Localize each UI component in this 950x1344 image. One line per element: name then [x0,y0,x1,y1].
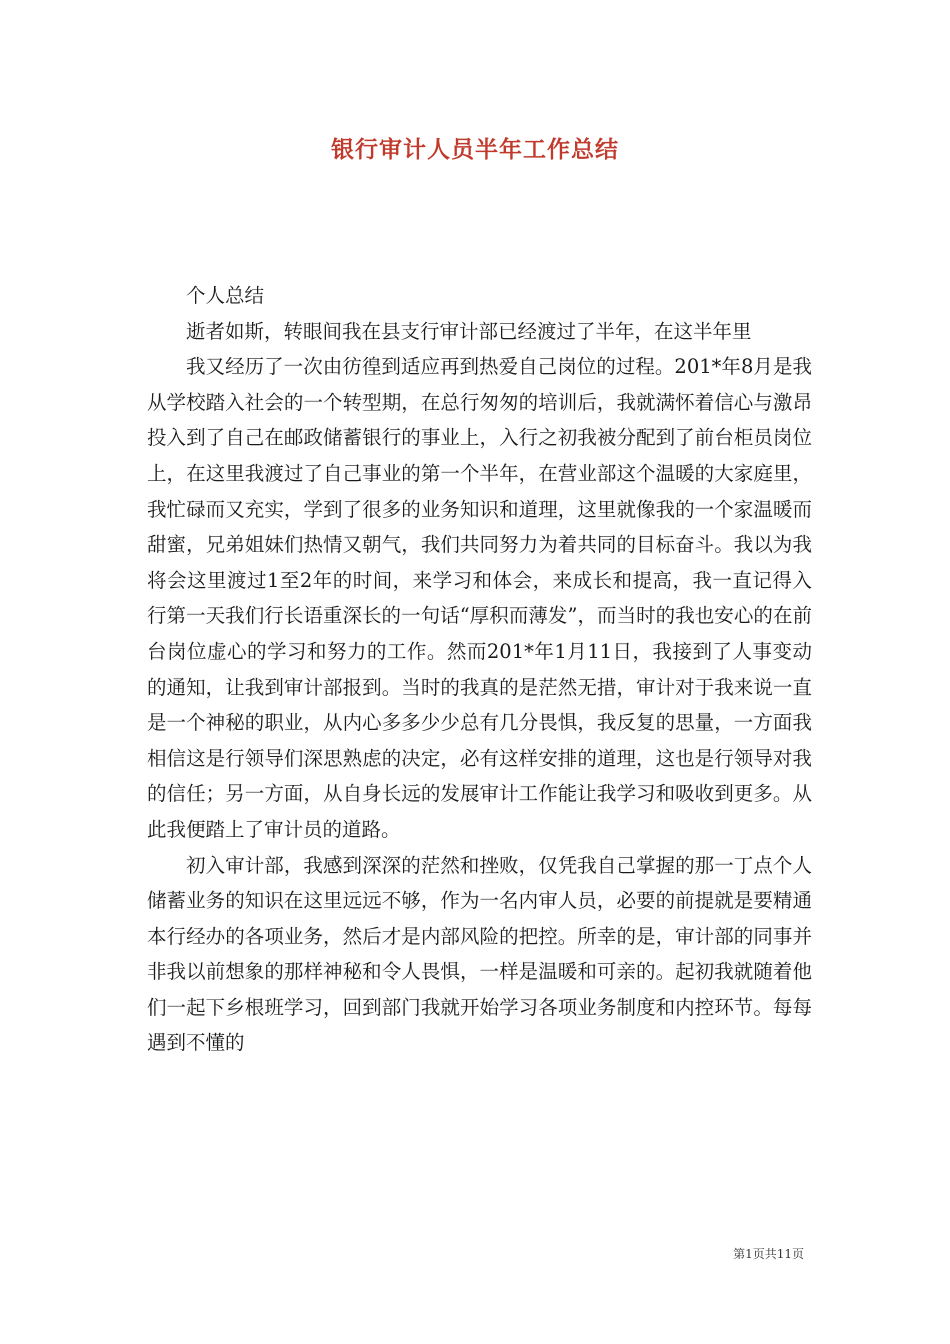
document-body [147,278,812,1061]
paragraph: 逝者如斯，转眼间我在县支行审计部已经渡过了半年，在这半年里 [186,319,752,343]
document-title: 银行审计人员半年工作总结 [331,136,619,163]
page-number: 第1页共11页 [733,1247,804,1261]
paragraph: 我又经历了一次由彷徨到适应再到热爱自己岗位的过程。201*年8月是我从学校踏入社会的一个转型期，在总行匆匆的培训后，我就满怀着信心与激昂投入到了自己在邮政储蓄银行的事业上，入行之初我被分配到了前台柜员岗位上，在这里我渡过了自己事业的第一个半年，在营业部这个温暖的大家庭里，我忙碌而又充实，学到了很多的业务知识和道理，这里就像我的一个家温暖而甜蜜，兄弟姐妹们热情又朝气，我们共同努力为着共同的目标奋斗。我以为我将会这里渡过1至2年的时间，来学习和体会，来成长和提高，我一直记得入行第一天我们行长语重深长的一句话“厚积而薄发”，而当时的我也安心的在前台岗位虚心的学习和努力的工作。然而201*年1月11日，我接到了人事变动的通知，让我到审计部报到。当时的我真的是茫然无措，审计对于我来说一直是一个神秘的职业，从内心多多少少总有几分畏惧，我反复的思量，一方面我相信这是行领导们深思熟虑的决定，必有这样安排的道理，这也是行领导对我的信任；另一方面，从自身长远的发展审计工作能让我学习和吸收到更多。从此我便踏上了审计员的道路。 [147,355,812,841]
paragraph-heading: 个人总结 [186,284,265,307]
paragraph: 初入审计部，我感到深深的茫然和挫败，仅凭我自己掌握的那一丁点个人储蓄业务的知识在这里远远不够，作为一名内审人员，必要的前提就是要精通本行经办的各项业务，然后才是内部风险的把控。所幸的是，审计部的同事并非我以前想象的那样神秘和令人畏惧，一样是温暖和可亲的。起初我就随着他们一起下乡根班学习，回到部门我就开始学习各项业务制度和内控环节。每每遇到不懂的 [147,853,812,1055]
